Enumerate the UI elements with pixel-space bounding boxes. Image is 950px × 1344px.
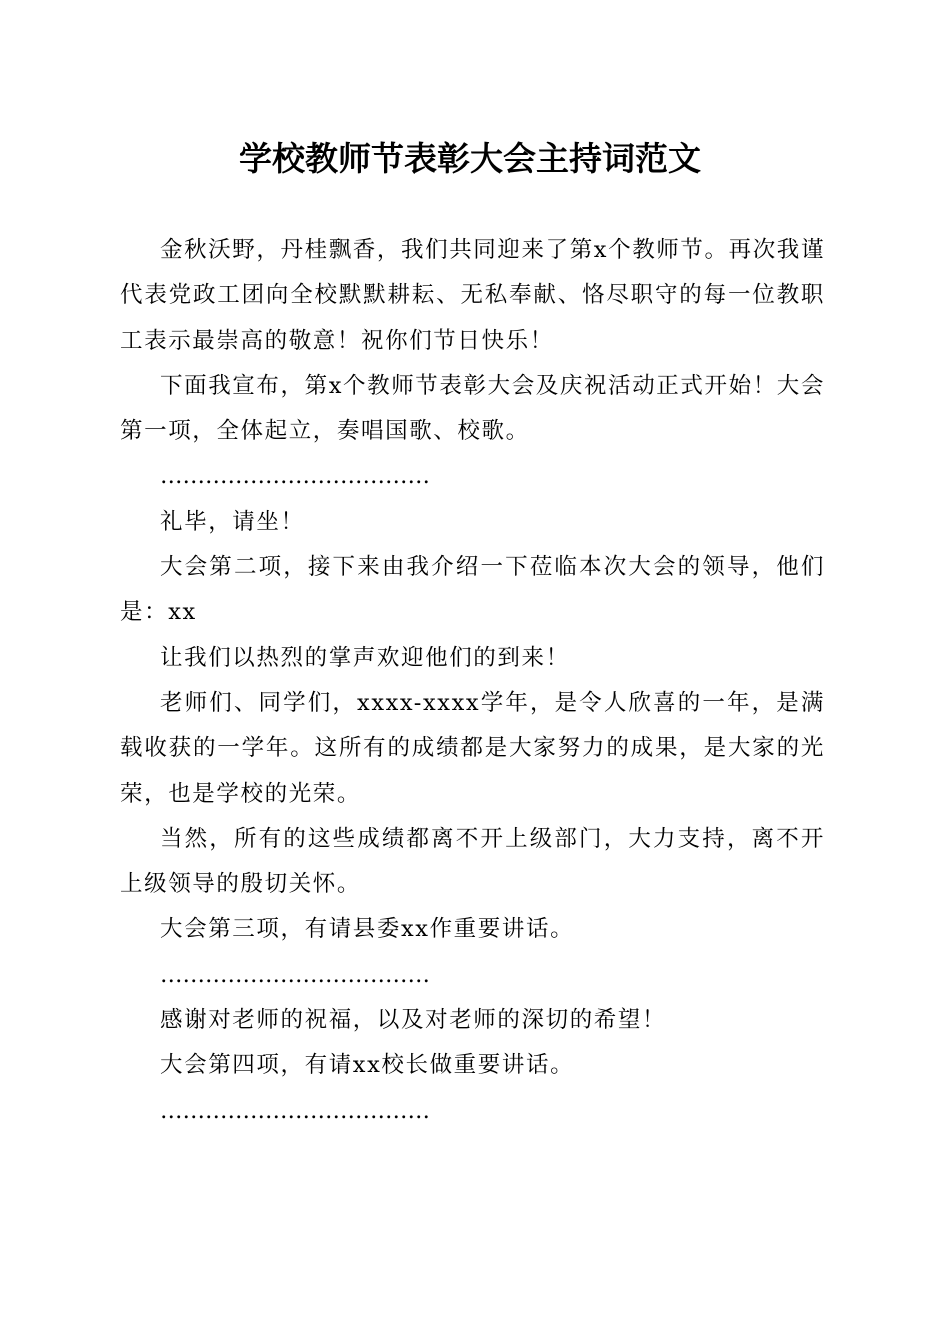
- paragraph-applause: 让我们以热烈的掌声欢迎他们的到来！: [160, 644, 570, 671]
- paragraph-announcement: 下面我宣布，第x个教师节表彰大会及庆祝活动正式开始！大会第一项，全体起立，奏唱国歌、校歌。: [120, 372, 825, 445]
- ellipsis-separator: ………………………………: [160, 463, 430, 490]
- ellipsis-separator: ………………………………: [160, 961, 430, 988]
- paragraph-achievements: 老师们、同学们，xxxx-xxxx学年，是令人欣喜的一年，是满载收获的一学年。这所有的成绩都是大家努力的成果，是大家的光荣，也是学校的光荣。: [120, 689, 825, 807]
- ellipsis-separator: ………………………………: [160, 1097, 430, 1124]
- paragraph-support: 当然，所有的这些成绩都离不开上级部门，大力支持，离不开上级领导的殷切关怀。: [120, 825, 825, 898]
- document-title: 学校教师节表彰大会主持词范文: [239, 139, 701, 178]
- paragraph-opening: 金秋沃野，丹桂飘香，我们共同迎来了第x个教师节。再次我谨代表党政工团向全校默默耕耘、无私奉献、恪尽职守的每一位教职工表示最崇高的敬意！祝你们节日快乐！: [120, 237, 825, 354]
- paragraph-be-seated: 礼毕，请坐！: [160, 508, 305, 535]
- paragraph-item-three: 大会第三项，有请县委xx作重要讲话。: [160, 916, 575, 943]
- document-body: [120, 228, 825, 1134]
- paragraph-item-four: 大会第四项，有请xx校长做重要讲话。: [160, 1052, 575, 1079]
- paragraph-thanks: 感谢对老师的祝福，以及对老师的深切的希望！: [160, 1007, 667, 1034]
- paragraph-item-two: 大会第二项，接下来由我介绍一下莅临本次大会的领导，他们是：xx: [120, 554, 825, 626]
